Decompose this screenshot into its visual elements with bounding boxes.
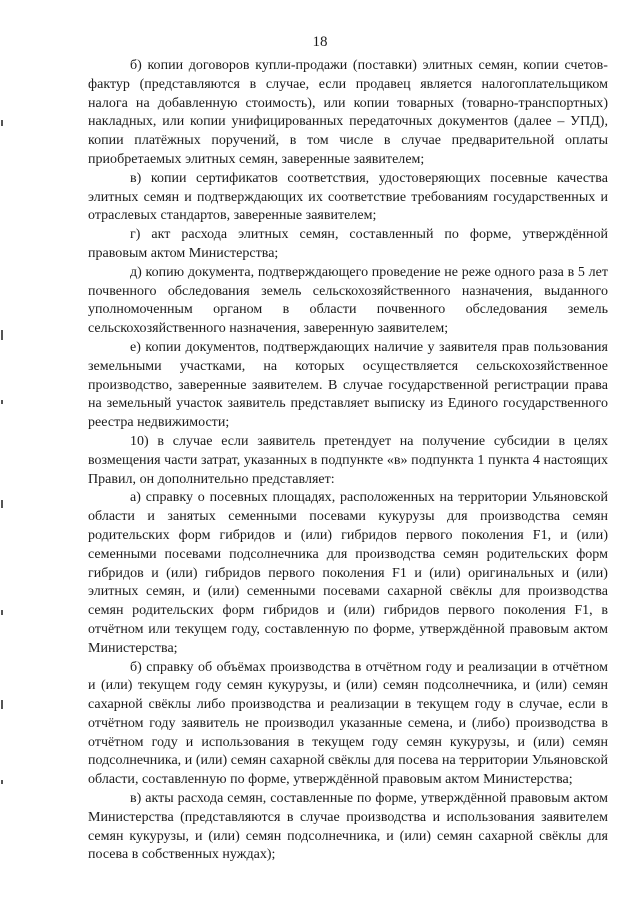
paragraph-b-production-volumes: б) справку об объёмах производства в отчётном году и реализации в отчётном и (или) текущем году семян кукурузы, и (или) семян подсолнечника, и (или) семян сахарной свёклы либо производства и реализации в текущем году в случае, если в отчётном году заявитель не производил указанные семена, и (либо) производства в отчётном году и использования в текущем году семян кукурузы, и (или) семян подсолнечника, и (или) семян сахарной свёклы для посева на территории Ульяновской области, составленную по форме, утверждённой правовым актом Министерства; [88, 659, 608, 788]
paragraph-10-subsidy: 10) в случае если заявитель претендует на получение субсидии в целях возмещения части затрат, указанных в подпункте «в» подпункта 1 пункта 4 настоящих Правил, он дополнительно представляет: [88, 433, 608, 487]
page-number: 18 [312, 34, 328, 50]
scan-edge-artifact [0, 0, 6, 905]
paragraph-e-land-rights: е) копии документов, подтверждающих наличие у заявителя прав пользования земельными участками, на которых осуществляется сельскохозяйственное производство, заверенные заявителем. В случае государственной регистрации права на земельный участок заявитель представляет выписку из Единого государственного реестра недвижимости; [88, 339, 608, 431]
paragraph-d-soil-survey: д) копию документа, подтверждающего проведение не реже одного раза в 5 лет почвенного обследования земель сельскохозяйственного назначения, выданного уполномоченным органом в области почвенного обследования земель сельскохозяйственного назначения, заверенную заявителем; [88, 264, 608, 337]
paragraph-v-seed-acts: в) акты расхода семян, составленные по форме, утверждённой правовым актом Министерства (представляются в случае производства и использования заявителем семян кукурузы, и (или) семян подсолнечника, и (или) семян сахарной свёклы для посева в собственных нуждах); [88, 791, 608, 863]
paragraph-a-sown-areas: а) справку о посевных площадях, расположенных на территории Ульяновской области и занятых семенными посевами кукурузы для производства семян родительских форм гибридов и (или) гибридов первого поколения F1, и (или) семенными посевами подсолнечника для производства семян родительских форм гибридов и (или) гибридов первого поколения F1 и (или) оригинальных и (или) элитных семян, и (или) семенными посевами сахарной свёклы для производства семян родительских форм гибридов и (или) гибридов первого поколения F1, в отчётном или текущем году, составленную по форме, утверждённой правовым актом Министерства; [88, 490, 608, 656]
document-body [88, 57, 608, 865]
paragraph-b-contracts: б) копии договоров купли-продажи (поставки) элитных семян, копии счетов-фактур (представляются в случае, если продавец является налогоплательщиком налога на добавленную стоимость), или копии товарных (товарно-транспортных) накладных, или копии унифицированных передаточных документов (далее – УПД), копии платёжных поручений, в том числе в случае предварительной оплаты приобретаемых элитных семян, заверенные заявителем; [88, 58, 608, 167]
paragraph-g-seed-act: г) акт расхода элитных семян, составленный по форме, утверждённой правовым актом Министерства; [88, 227, 608, 261]
paragraph-v-certificates: в) копии сертификатов соответствия, удостоверяющих посевные качества элитных семян и подтверждающих их соответствие требованиям государственных и отраслевых стандартов, заверенные заявителем; [88, 170, 608, 224]
